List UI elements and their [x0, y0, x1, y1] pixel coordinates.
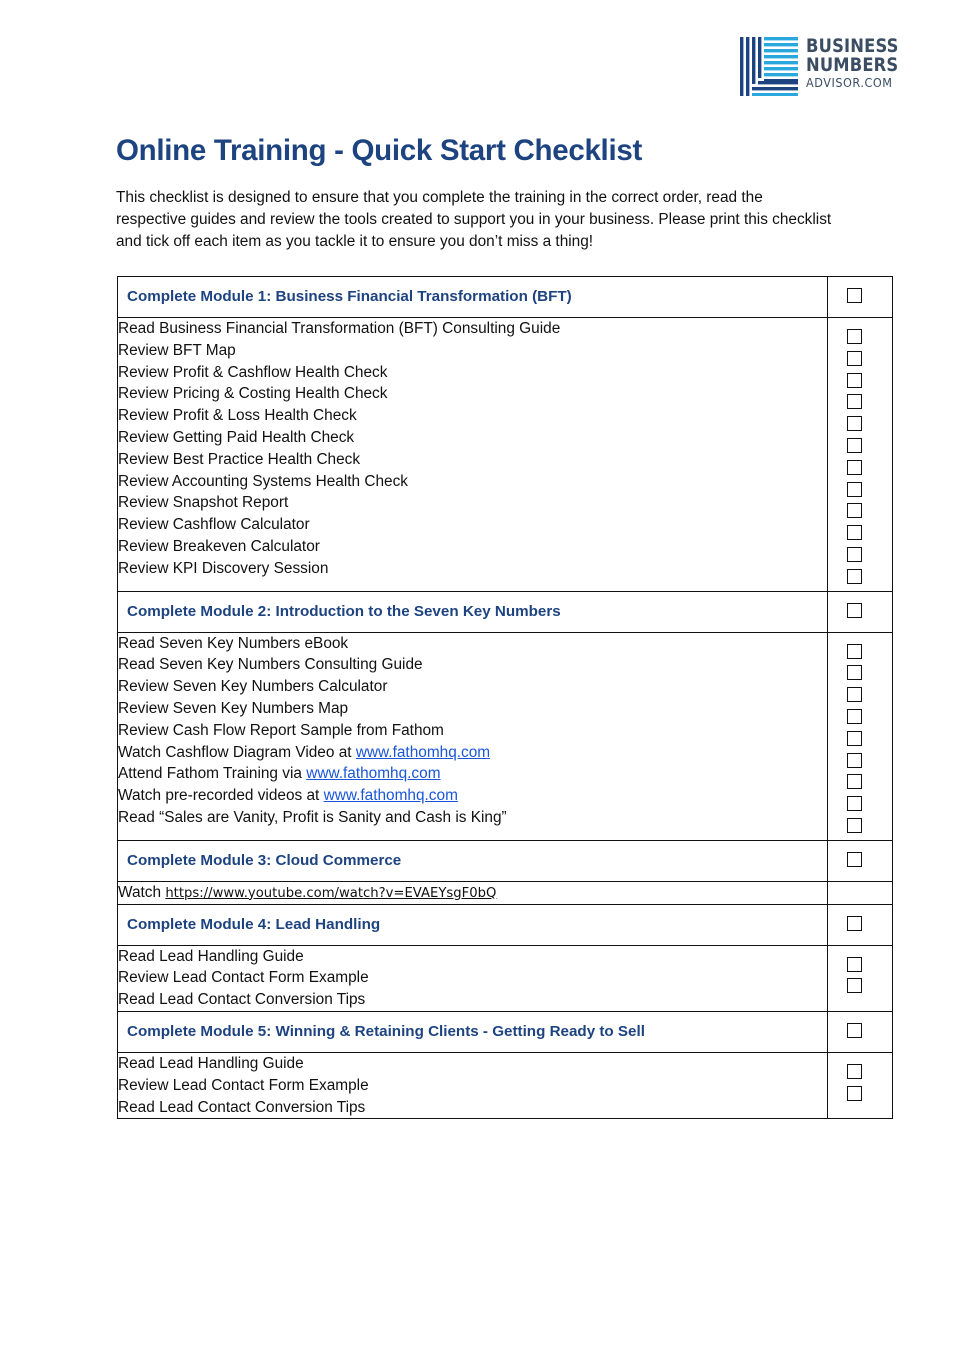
module-5-header-row — [118, 1011, 893, 1052]
list-item: Read Lead Handling Guide — [118, 1054, 304, 1072]
list-item: Review Lead Contact Form Example — [118, 1076, 369, 1094]
fathom-link[interactable]: www.fathomhq.com — [306, 765, 441, 783]
item-checkbox[interactable] — [847, 644, 862, 659]
list-item: Read Lead Handling Guide — [118, 947, 304, 965]
item-checkbox[interactable] — [847, 460, 862, 475]
item-checkbox[interactable] — [847, 482, 862, 497]
item-checkbox[interactable] — [847, 416, 862, 431]
item-checkbox[interactable] — [847, 547, 862, 562]
module-3-items-row — [118, 881, 893, 904]
intro-paragraph: This checklist is designed to ensure that you complete the training in the correct order, read the respective guides and review the tools created to support you in your business. Please print this checklist and tick off each item as you tackle it to ensure you don’t miss a thing! — [116, 189, 832, 250]
list-item: Review Profit & Cashflow Health Check — [118, 363, 388, 381]
checklist-table — [117, 276, 893, 1119]
item-checkbox[interactable] — [847, 351, 862, 366]
module-4-heading: Complete Module 4: Lead Handling — [118, 904, 828, 945]
company-logo — [740, 37, 914, 96]
list-item: Review Cashflow Calculator — [118, 516, 310, 534]
item-checkbox[interactable] — [847, 1086, 862, 1101]
list-item: Read Lead Contact Conversion Tips — [118, 991, 366, 1009]
logo-line-2: NUMBERS — [806, 54, 899, 76]
item-checkbox[interactable] — [847, 957, 862, 972]
module-2-checkbox[interactable] — [847, 603, 862, 618]
item-checkbox[interactable] — [847, 329, 862, 344]
item-checkbox[interactable] — [847, 796, 862, 811]
logo-line-1: BUSINESS — [806, 35, 899, 57]
item-checkbox[interactable] — [847, 818, 862, 833]
module-1-header-row — [118, 277, 893, 318]
list-item: Watch https://www.youtube.com/watch?v=EVAEYsgF0bQ — [118, 883, 497, 901]
item-checkbox[interactable] — [847, 665, 862, 680]
module-5-checkbox[interactable] — [847, 1023, 862, 1038]
list-item: Review Breakeven Calculator — [118, 537, 320, 555]
list-item: Read “Sales are Vanity, Profit is Sanity and Cash is King” — [118, 808, 507, 826]
list-item: Review BFT Map — [118, 341, 236, 359]
module-1-heading: Complete Module 1: Business Financial Transformation (BFT) — [118, 277, 828, 318]
module-3-header-row — [118, 840, 893, 881]
item-checkbox[interactable] — [847, 774, 862, 789]
youtube-link[interactable]: https://www.youtube.com/watch?v=EVAEYsgF0bQ — [165, 885, 497, 901]
list-item: Review Lead Contact Form Example — [118, 969, 369, 987]
module-4-items-row — [118, 945, 893, 1011]
list-item: Review Seven Key Numbers Calculator — [118, 678, 388, 696]
list-item: Watch pre-recorded videos at www.fathomhq.com — [118, 787, 458, 805]
item-checkbox[interactable] — [847, 373, 862, 388]
module-2-header-row — [118, 591, 893, 632]
item-checkbox[interactable] — [847, 978, 862, 993]
module-2-heading: Complete Module 2: Introduction to the Seven Key Numbers — [118, 591, 828, 632]
list-item: Review Profit & Loss Health Check — [118, 407, 357, 425]
item-checkbox[interactable] — [847, 525, 862, 540]
module-4-checkbox[interactable] — [847, 916, 862, 931]
module-5-heading: Complete Module 5: Winning & Retaining Clients - Getting Ready to Sell — [118, 1011, 828, 1052]
list-item: Review Accounting Systems Health Check — [118, 472, 408, 490]
item-checkbox[interactable] — [847, 569, 862, 584]
fathom-link[interactable]: www.fathomhq.com — [323, 787, 458, 805]
list-item: Attend Fathom Training via www.fathomhq.com — [118, 765, 441, 783]
list-item: Review Best Practice Health Check — [118, 450, 361, 468]
list-item: Review Getting Paid Health Check — [118, 428, 355, 446]
list-item: Watch Cashflow Diagram Video at www.fathomhq.com — [118, 743, 491, 761]
logo-mark-icon — [740, 37, 798, 96]
module-3-checkbox[interactable] — [847, 852, 862, 867]
item-checkbox[interactable] — [847, 503, 862, 518]
logo-line-3: ADVISOR.COM — [806, 75, 893, 90]
item-checkbox[interactable] — [847, 394, 862, 409]
item-checkbox[interactable] — [847, 731, 862, 746]
module-5-items-row — [118, 1052, 893, 1118]
fathom-link[interactable]: www.fathomhq.com — [355, 743, 491, 761]
list-item: Review Pricing & Costing Health Check — [118, 385, 388, 403]
item-checkbox[interactable] — [847, 1064, 862, 1079]
item-checkbox[interactable] — [847, 438, 862, 453]
module-2-items-row — [118, 632, 893, 840]
item-checkbox[interactable] — [847, 687, 862, 702]
list-item: Review Snapshot Report — [118, 494, 289, 512]
module-4-header-row — [118, 904, 893, 945]
list-item: Read Business Financial Transformation (BFT) Consulting Guide — [118, 320, 561, 337]
list-item: Review Cash Flow Report Sample from Fathom — [118, 721, 444, 739]
item-checkbox[interactable] — [847, 709, 862, 724]
page-title: Online Training - Quick Start Checklist — [116, 134, 642, 167]
item-checkbox[interactable] — [847, 753, 862, 768]
list-item: Review KPI Discovery Session — [118, 559, 329, 577]
module-1-checkbox[interactable] — [847, 288, 862, 303]
list-item: Read Seven Key Numbers Consulting Guide — [118, 656, 423, 674]
list-item: Read Seven Key Numbers eBook — [118, 634, 349, 652]
module-1-items-row — [118, 318, 893, 592]
list-item: Review Seven Key Numbers Map — [118, 699, 349, 717]
module-3-heading: Complete Module 3: Cloud Commerce — [118, 840, 828, 881]
list-item: Read Lead Contact Conversion Tips — [118, 1098, 366, 1116]
